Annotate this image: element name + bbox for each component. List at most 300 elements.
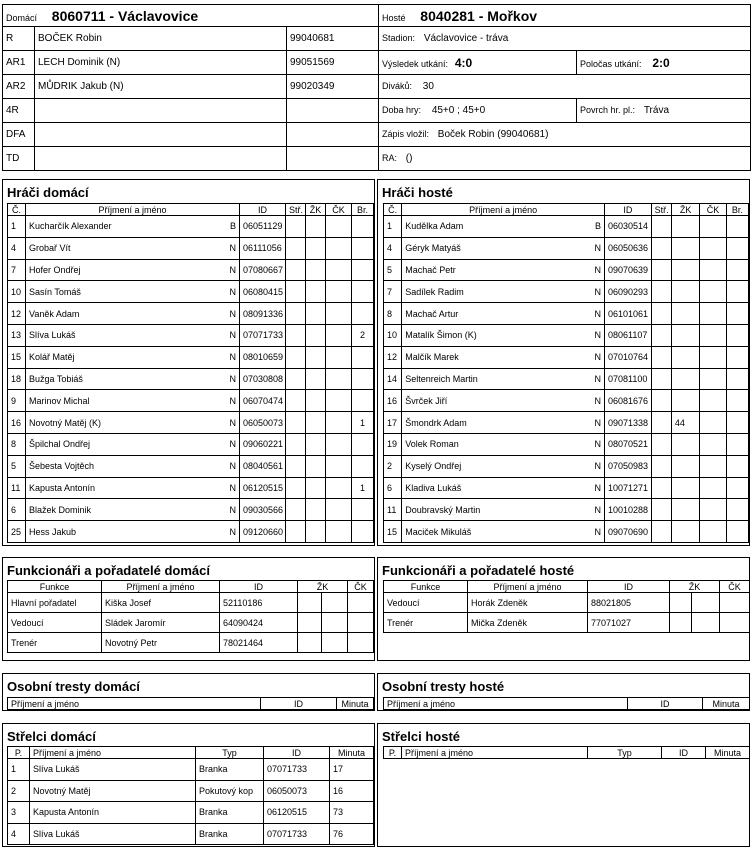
table-row — [384, 346, 749, 368]
column-header: P. — [384, 747, 402, 759]
entry-cell: Zápis vložil: Boček Robin (99040681) — [379, 123, 751, 147]
officials-table — [2, 26, 379, 171]
player-goals — [726, 346, 748, 368]
player-yellow-card — [671, 346, 699, 368]
table-row — [8, 633, 374, 653]
player-yellow-card — [306, 368, 326, 390]
player-shots — [651, 237, 671, 259]
player-number: 1 — [384, 216, 402, 238]
player-goals — [726, 477, 748, 499]
official-row — [3, 99, 379, 123]
table-row — [8, 759, 374, 781]
column-header: Č. — [8, 204, 26, 216]
player-goals: 2 — [352, 324, 374, 346]
player-number: 12 — [384, 346, 402, 368]
player-number: 4 — [8, 237, 26, 259]
player-type: N — [556, 281, 605, 303]
player-type: N — [172, 303, 240, 325]
player-red-card — [700, 390, 726, 412]
player-number: 7 — [384, 281, 402, 303]
player-id: 06120515 — [240, 477, 286, 499]
player-type: N — [172, 433, 240, 455]
scorer-name: Slíva Lukáš — [30, 823, 196, 845]
player-number: 5 — [8, 455, 26, 477]
surface-value: Tráva — [643, 105, 670, 116]
player-goals — [352, 368, 374, 390]
official-id: 99051569 — [287, 51, 379, 75]
official-name: LECH Dominik (N) — [35, 51, 287, 75]
table-row — [8, 613, 374, 633]
player-id: 07030808 — [240, 368, 286, 390]
player-type: B — [556, 216, 605, 238]
player-number: 17 — [384, 412, 402, 434]
player-name: Slíva Lukáš — [26, 324, 172, 346]
player-yellow-card — [306, 303, 326, 325]
player-shots — [286, 346, 306, 368]
functionary-id: 52110186 — [220, 593, 298, 613]
scorer-type: Branka — [196, 802, 264, 824]
player-red-card — [326, 216, 352, 238]
player-goals — [352, 433, 374, 455]
player-shots — [651, 281, 671, 303]
official-name: MŮDRIK Jakub (N) — [35, 75, 287, 99]
player-yellow-card — [671, 216, 699, 238]
player-type: N — [556, 521, 605, 543]
player-name: Švrček Jiří — [402, 390, 556, 412]
player-red-card — [700, 521, 726, 543]
player-red-card — [326, 477, 352, 499]
player-yellow-card — [306, 237, 326, 259]
player-yellow-card — [671, 477, 699, 499]
player-shots — [651, 368, 671, 390]
player-shots — [286, 455, 306, 477]
player-red-card — [700, 303, 726, 325]
functionary-red-card — [348, 613, 374, 633]
scorer-minute: 17 — [330, 759, 374, 781]
functionary-yellow-card — [670, 593, 692, 613]
player-number: 1 — [8, 216, 26, 238]
player-number: 2 — [384, 455, 402, 477]
functionary-id: 64090424 — [220, 613, 298, 633]
scor-away-title: Střelci hosté — [382, 729, 461, 744]
player-number: 11 — [384, 499, 402, 521]
official-row — [3, 51, 379, 75]
player-id: 07081100 — [605, 368, 652, 390]
table-row — [8, 499, 374, 521]
player-name: Šebesta Vojtěch — [26, 455, 172, 477]
player-id: 09060221 — [240, 433, 286, 455]
scorer-type: Branka — [196, 823, 264, 845]
scor-away-table — [383, 746, 750, 759]
players-home-title: Hráči domácí — [7, 185, 89, 200]
surface-cell: Povrch hr. pl.: Tráva — [577, 99, 751, 123]
functionary-role: Trenér — [8, 633, 102, 653]
player-number: 15 — [8, 346, 26, 368]
player-red-card — [326, 499, 352, 521]
table-row — [8, 521, 374, 543]
scor-home-table — [7, 746, 374, 845]
table-row — [384, 593, 750, 613]
functionary-yellow-card — [298, 613, 322, 633]
player-red-card — [326, 368, 352, 390]
table-row — [384, 390, 749, 412]
official-row — [3, 123, 379, 147]
player-type: N — [556, 390, 605, 412]
scorer-type: Pokutový kop — [196, 780, 264, 802]
player-red-card — [700, 455, 726, 477]
player-type: N — [556, 237, 605, 259]
player-red-card — [700, 499, 726, 521]
player-name: Kucharčík Alexander — [26, 216, 172, 238]
table-row — [8, 237, 374, 259]
player-goals — [352, 303, 374, 325]
functionary-yellow-card-2 — [322, 593, 348, 613]
official-id: 99020349 — [287, 75, 379, 99]
player-yellow-card — [671, 324, 699, 346]
table-row — [384, 412, 749, 434]
player-red-card — [326, 455, 352, 477]
player-goals — [352, 455, 374, 477]
player-shots — [651, 455, 671, 477]
column-header: ID — [588, 581, 670, 593]
player-shots — [286, 368, 306, 390]
scorer-order: 4 — [8, 823, 30, 845]
player-yellow-card — [671, 368, 699, 390]
player-id: 08040561 — [240, 455, 286, 477]
player-id: 06090293 — [605, 281, 652, 303]
player-number: 10 — [384, 324, 402, 346]
player-type: N — [556, 455, 605, 477]
official-role: AR2 — [3, 75, 35, 99]
official-row — [3, 27, 379, 51]
player-name: Kudělka Adam — [402, 216, 556, 238]
player-id: 09070690 — [605, 521, 652, 543]
player-goals — [726, 499, 748, 521]
scorer-name: Slíva Lukáš — [30, 759, 196, 781]
functionary-red-card — [348, 593, 374, 613]
player-yellow-card — [306, 259, 326, 281]
player-number: 19 — [384, 433, 402, 455]
column-header: Příjmení a jméno — [30, 747, 196, 759]
functionary-yellow-card-2 — [322, 633, 348, 653]
player-id: 06051129 — [240, 216, 286, 238]
table-row — [8, 412, 374, 434]
player-name: Matalík Šimon (K) — [402, 324, 556, 346]
table-row — [8, 303, 374, 325]
player-number: 16 — [8, 412, 26, 434]
half-value: 2:0 — [652, 55, 670, 70]
functionary-id: 77071027 — [588, 613, 670, 633]
official-id — [287, 123, 379, 147]
player-red-card — [326, 324, 352, 346]
player-type: N — [172, 521, 240, 543]
official-id — [287, 99, 379, 123]
player-goals — [726, 521, 748, 543]
player-id: 07080667 — [240, 259, 286, 281]
player-red-card — [700, 237, 726, 259]
player-type: N — [556, 324, 605, 346]
official-role: R — [3, 27, 35, 51]
player-id: 09071338 — [605, 412, 652, 434]
player-red-card — [700, 368, 726, 390]
player-yellow-card — [306, 521, 326, 543]
table-row — [8, 368, 374, 390]
entry-value: Boček Robin (99040681) — [437, 129, 549, 140]
player-red-card — [700, 477, 726, 499]
column-header: Příjmení a jméno — [26, 204, 240, 216]
player-goals — [726, 303, 748, 325]
pen-away-title: Osobní tresty hosté — [382, 679, 505, 694]
player-goals — [352, 259, 374, 281]
player-shots — [286, 237, 306, 259]
player-goals — [352, 216, 374, 238]
column-header: ID — [605, 204, 652, 216]
functionary-role: Hlavní pořadatel — [8, 593, 102, 613]
functionary-name: Kiška Josef — [102, 593, 220, 613]
player-shots — [651, 259, 671, 281]
player-shots — [286, 521, 306, 543]
functionary-role: Vedoucí — [8, 613, 102, 633]
official-name — [35, 99, 287, 123]
player-shots — [651, 324, 671, 346]
table-row — [384, 499, 749, 521]
player-number: 15 — [384, 521, 402, 543]
functionary-role: Trenér — [384, 613, 468, 633]
player-name: Kapusta Antonín — [26, 477, 172, 499]
scorer-minute: 76 — [330, 823, 374, 845]
player-name: Machač Petr — [402, 259, 556, 281]
column-header: Příjmení a jméno — [468, 581, 588, 593]
column-header: Br. — [352, 204, 374, 216]
player-red-card — [700, 259, 726, 281]
player-shots — [651, 412, 671, 434]
player-shots — [286, 324, 306, 346]
official-role: 4R — [3, 99, 35, 123]
official-role: AR1 — [3, 51, 35, 75]
player-name: Špilchal Ondřej — [26, 433, 172, 455]
table-row — [8, 823, 374, 845]
functionary-id: 78021464 — [220, 633, 298, 653]
player-number: 8 — [384, 303, 402, 325]
player-id: 06111056 — [240, 237, 286, 259]
away-header — [379, 5, 751, 27]
column-header: Funkce — [384, 581, 468, 593]
player-number: 5 — [384, 259, 402, 281]
stadium-value: Václavovice - tráva — [423, 33, 509, 44]
player-shots — [286, 259, 306, 281]
player-shots — [286, 499, 306, 521]
player-goals — [726, 455, 748, 477]
player-yellow-card — [306, 455, 326, 477]
table-row — [384, 259, 749, 281]
table-row — [384, 455, 749, 477]
away-label: Hosté — [382, 12, 406, 23]
scorer-order: 1 — [8, 759, 30, 781]
player-type: N — [172, 412, 240, 434]
player-shots — [286, 281, 306, 303]
player-id: 08061107 — [605, 324, 652, 346]
player-shots — [651, 303, 671, 325]
column-header: ID — [261, 698, 337, 710]
player-goals — [726, 259, 748, 281]
column-header: Č. — [384, 204, 402, 216]
players-home-table — [7, 203, 374, 543]
player-id: 07071733 — [240, 324, 286, 346]
official-role: TD — [3, 147, 35, 171]
scorer-minute: 16 — [330, 780, 374, 802]
player-shots — [286, 390, 306, 412]
scor-home-title: Střelci domácí — [7, 729, 96, 744]
player-id: 07050983 — [605, 455, 652, 477]
player-shots — [286, 303, 306, 325]
player-id: 07010764 — [605, 346, 652, 368]
player-number: 16 — [384, 390, 402, 412]
table-row — [384, 216, 749, 238]
home-header — [3, 5, 379, 27]
player-shots — [651, 433, 671, 455]
table-row — [8, 390, 374, 412]
player-yellow-card — [671, 455, 699, 477]
table-row — [8, 281, 374, 303]
table-row — [384, 521, 749, 543]
player-yellow-card — [306, 390, 326, 412]
player-goals — [726, 324, 748, 346]
players-away-table — [383, 203, 749, 543]
header-table — [2, 4, 751, 27]
table-row — [384, 613, 750, 633]
player-name: Hess Jakub — [26, 521, 172, 543]
functionary-id: 88021805 — [588, 593, 670, 613]
column-header: ŽK — [671, 204, 699, 216]
player-id: 09030566 — [240, 499, 286, 521]
official-name — [35, 147, 287, 171]
player-type: N — [172, 237, 240, 259]
table-row — [8, 346, 374, 368]
column-header: Minuta — [337, 698, 374, 710]
player-number: 13 — [8, 324, 26, 346]
func-home-title: Funkcionáři a pořadatelé domácí — [7, 563, 210, 578]
player-red-card — [326, 521, 352, 543]
functionary-name: Sládek Jaromír — [102, 613, 220, 633]
player-id: 09120660 — [240, 521, 286, 543]
player-name: Seltenreich Martin — [402, 368, 556, 390]
player-goals: 1 — [352, 477, 374, 499]
player-yellow-card — [306, 499, 326, 521]
player-name: Kladiva Lukáš — [402, 477, 556, 499]
player-yellow-card — [671, 303, 699, 325]
player-name: Sasín Tomáš — [26, 281, 172, 303]
players-away-title: Hráči hosté — [382, 185, 453, 200]
player-goals — [352, 390, 374, 412]
player-id: 06050073 — [240, 412, 286, 434]
player-goals — [726, 237, 748, 259]
player-yellow-card — [306, 346, 326, 368]
table-row — [8, 477, 374, 499]
table-row — [8, 593, 374, 613]
column-header: Minuta — [330, 747, 374, 759]
player-number: 7 — [8, 259, 26, 281]
official-id: 99040681 — [287, 27, 379, 51]
player-name: Volek Roman — [402, 433, 556, 455]
match-info-table — [378, 26, 751, 171]
away-team: 8040281 - Mořkov — [420, 7, 538, 24]
column-header: ŽK — [298, 581, 348, 593]
player-type: N — [556, 412, 605, 434]
player-red-card — [326, 303, 352, 325]
functionary-name: Horák Zdeněk — [468, 593, 588, 613]
table-row — [8, 780, 374, 802]
player-id: 06101061 — [605, 303, 652, 325]
player-goals — [726, 216, 748, 238]
official-name: BOČEK Robin — [35, 27, 287, 51]
column-header: ID — [264, 747, 330, 759]
player-shots — [651, 346, 671, 368]
pen-home-table — [7, 697, 374, 710]
player-id: 06030514 — [605, 216, 652, 238]
player-name: Maciček Mikuláš — [402, 521, 556, 543]
player-goals — [352, 281, 374, 303]
table-row — [8, 455, 374, 477]
player-yellow-card — [306, 324, 326, 346]
player-type: B — [172, 216, 240, 238]
player-yellow-card — [306, 477, 326, 499]
player-type: N — [556, 259, 605, 281]
player-number: 14 — [384, 368, 402, 390]
column-header: ID — [628, 698, 703, 710]
player-type: N — [556, 346, 605, 368]
player-red-card — [700, 216, 726, 238]
column-header: ID — [220, 581, 298, 593]
player-type: N — [556, 368, 605, 390]
player-name: Bužga Tobiáš — [26, 368, 172, 390]
player-type: N — [556, 477, 605, 499]
column-header: Typ — [196, 747, 264, 759]
player-shots — [286, 477, 306, 499]
player-id: 10010288 — [605, 499, 652, 521]
player-name: Kyselý Ondřej — [402, 455, 556, 477]
official-name — [35, 123, 287, 147]
player-id: 06080415 — [240, 281, 286, 303]
player-type: N — [172, 346, 240, 368]
func-away-table — [383, 580, 750, 633]
pen-home-title: Osobní tresty domácí — [7, 679, 140, 694]
player-number: 18 — [8, 368, 26, 390]
table-row — [384, 324, 749, 346]
player-type: N — [172, 281, 240, 303]
player-type: N — [172, 324, 240, 346]
player-goals — [726, 390, 748, 412]
table-row — [384, 368, 749, 390]
player-red-card — [326, 412, 352, 434]
player-id: 08010659 — [240, 346, 286, 368]
scorer-minute: 73 — [330, 802, 374, 824]
player-name: Malčík Marek — [402, 346, 556, 368]
player-id: 09070639 — [605, 259, 652, 281]
player-yellow-card — [671, 237, 699, 259]
player-red-card — [326, 237, 352, 259]
official-row — [3, 75, 379, 99]
player-red-card — [326, 390, 352, 412]
player-type: N — [172, 368, 240, 390]
player-id: 06050636 — [605, 237, 652, 259]
player-name: Vaněk Adam — [26, 303, 172, 325]
player-shots — [651, 521, 671, 543]
player-goals — [352, 499, 374, 521]
player-number: 6 — [8, 499, 26, 521]
spectators-cell: Diváků: 30 — [379, 75, 751, 99]
player-name: Grobař Vít — [26, 237, 172, 259]
functionary-role: Vedoucí — [384, 593, 468, 613]
